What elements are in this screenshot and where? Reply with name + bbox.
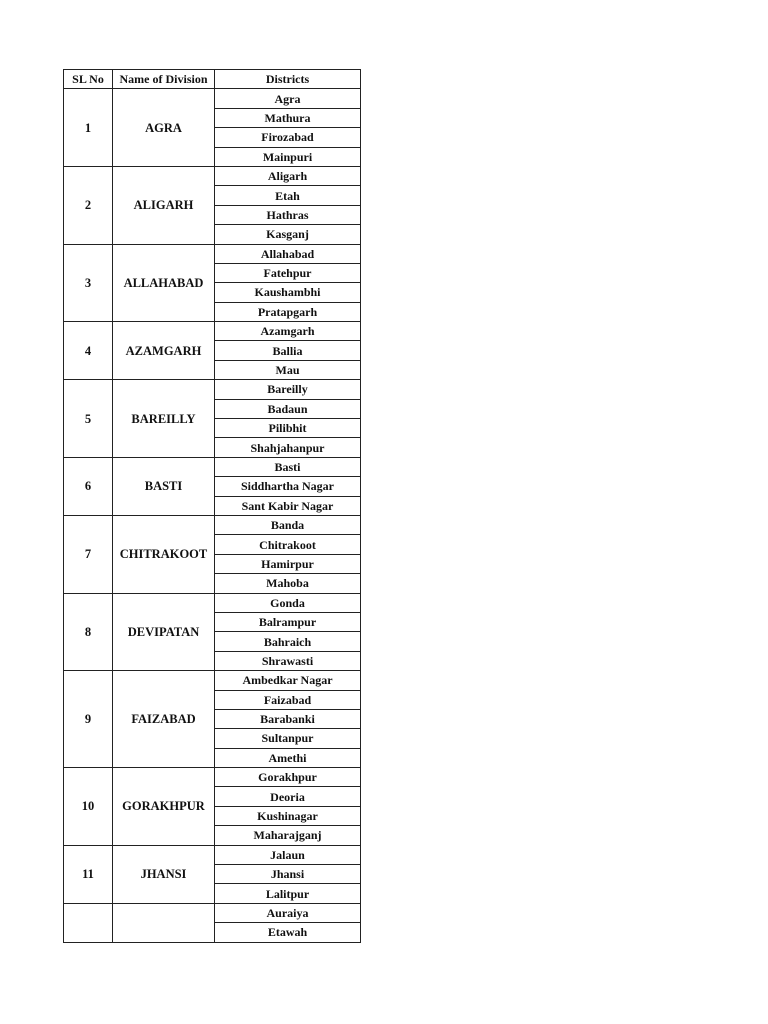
- district-cell: Balrampur: [215, 612, 361, 631]
- district-cell: Mainpuri: [215, 147, 361, 166]
- district-cell: Mau: [215, 360, 361, 379]
- district-cell: Shrawasti: [215, 651, 361, 670]
- district-cell: Banda: [215, 515, 361, 534]
- district-cell: Faizabad: [215, 690, 361, 709]
- district-cell: Shahjahanpur: [215, 438, 361, 457]
- sl-no-cell: [64, 903, 113, 942]
- table-row: [64, 244, 361, 263]
- district-cell: Lalitpur: [215, 884, 361, 903]
- district-cell: Siddhartha Nagar: [215, 477, 361, 496]
- table-row: [64, 166, 361, 185]
- district-cell: Etawah: [215, 923, 361, 942]
- district-cell: Sant Kabir Nagar: [215, 496, 361, 515]
- district-cell: Basti: [215, 457, 361, 476]
- header-row: [64, 70, 361, 89]
- header-sl-no: SL No: [64, 70, 113, 89]
- district-cell: Kushinagar: [215, 806, 361, 825]
- sl-no-cell: 1: [64, 89, 113, 167]
- division-districts-table: [63, 69, 361, 943]
- district-cell: Agra: [215, 89, 361, 108]
- district-cell: Ballia: [215, 341, 361, 360]
- division-name-cell: ALIGARH: [113, 166, 215, 244]
- sl-no-cell: 5: [64, 380, 113, 458]
- table-row: [64, 768, 361, 787]
- district-cell: Sultanpur: [215, 729, 361, 748]
- table-row: [64, 89, 361, 108]
- district-cell: Jhansi: [215, 865, 361, 884]
- district-cell: Chitrakoot: [215, 535, 361, 554]
- sl-no-cell: 3: [64, 244, 113, 322]
- table-row: [64, 845, 361, 864]
- district-cell: Ambedkar Nagar: [215, 671, 361, 690]
- header-division: Name of Division: [113, 70, 215, 89]
- district-cell: Mahoba: [215, 574, 361, 593]
- district-cell: Pratapgarh: [215, 302, 361, 321]
- sl-no-cell: 6: [64, 457, 113, 515]
- table-header: [64, 70, 361, 89]
- district-cell: Kaushambhi: [215, 283, 361, 302]
- district-cell: Firozabad: [215, 128, 361, 147]
- division-name-cell: CHITRAKOOT: [113, 515, 215, 593]
- header-districts: Districts: [215, 70, 361, 89]
- sl-no-cell: 11: [64, 845, 113, 903]
- sl-no-cell: 7: [64, 515, 113, 593]
- district-cell: Gorakhpur: [215, 768, 361, 787]
- district-cell: Etah: [215, 186, 361, 205]
- division-name-cell: BASTI: [113, 457, 215, 515]
- district-cell: Mathura: [215, 108, 361, 127]
- division-name-cell: JHANSI: [113, 845, 215, 903]
- table-body: [64, 89, 361, 942]
- district-cell: Aligarh: [215, 166, 361, 185]
- district-cell: Maharajganj: [215, 826, 361, 845]
- table-row: [64, 457, 361, 476]
- division-name-cell: AGRA: [113, 89, 215, 167]
- division-name-cell: ALLAHABAD: [113, 244, 215, 322]
- district-cell: Hathras: [215, 205, 361, 224]
- division-name-cell: BAREILLY: [113, 380, 215, 458]
- table-row: [64, 515, 361, 534]
- district-cell: Jalaun: [215, 845, 361, 864]
- district-cell: Azamgarh: [215, 322, 361, 341]
- division-name-cell: GORAKHPUR: [113, 768, 215, 846]
- sl-no-cell: 10: [64, 768, 113, 846]
- sl-no-cell: 4: [64, 322, 113, 380]
- sl-no-cell: 8: [64, 593, 113, 671]
- district-cell: Kasganj: [215, 225, 361, 244]
- table-row: [64, 322, 361, 341]
- district-cell: Allahabad: [215, 244, 361, 263]
- table-row: [64, 593, 361, 612]
- district-cell: Pilibhit: [215, 419, 361, 438]
- table-row: [64, 671, 361, 690]
- district-cell: Fatehpur: [215, 263, 361, 282]
- district-cell: Gonda: [215, 593, 361, 612]
- division-name-cell: DEVIPATAN: [113, 593, 215, 671]
- division-name-cell: FAIZABAD: [113, 671, 215, 768]
- district-cell: Hamirpur: [215, 554, 361, 573]
- district-cell: Badaun: [215, 399, 361, 418]
- document-page: [63, 69, 361, 943]
- district-cell: Barabanki: [215, 709, 361, 728]
- district-cell: Bareilly: [215, 380, 361, 399]
- district-cell: Amethi: [215, 748, 361, 767]
- district-cell: Deoria: [215, 787, 361, 806]
- table-row: [64, 903, 361, 922]
- district-cell: Bahraich: [215, 632, 361, 651]
- table-row: [64, 380, 361, 399]
- district-cell: Auraiya: [215, 903, 361, 922]
- sl-no-cell: 9: [64, 671, 113, 768]
- division-name-cell: [113, 903, 215, 942]
- sl-no-cell: 2: [64, 166, 113, 244]
- division-name-cell: AZAMGARH: [113, 322, 215, 380]
